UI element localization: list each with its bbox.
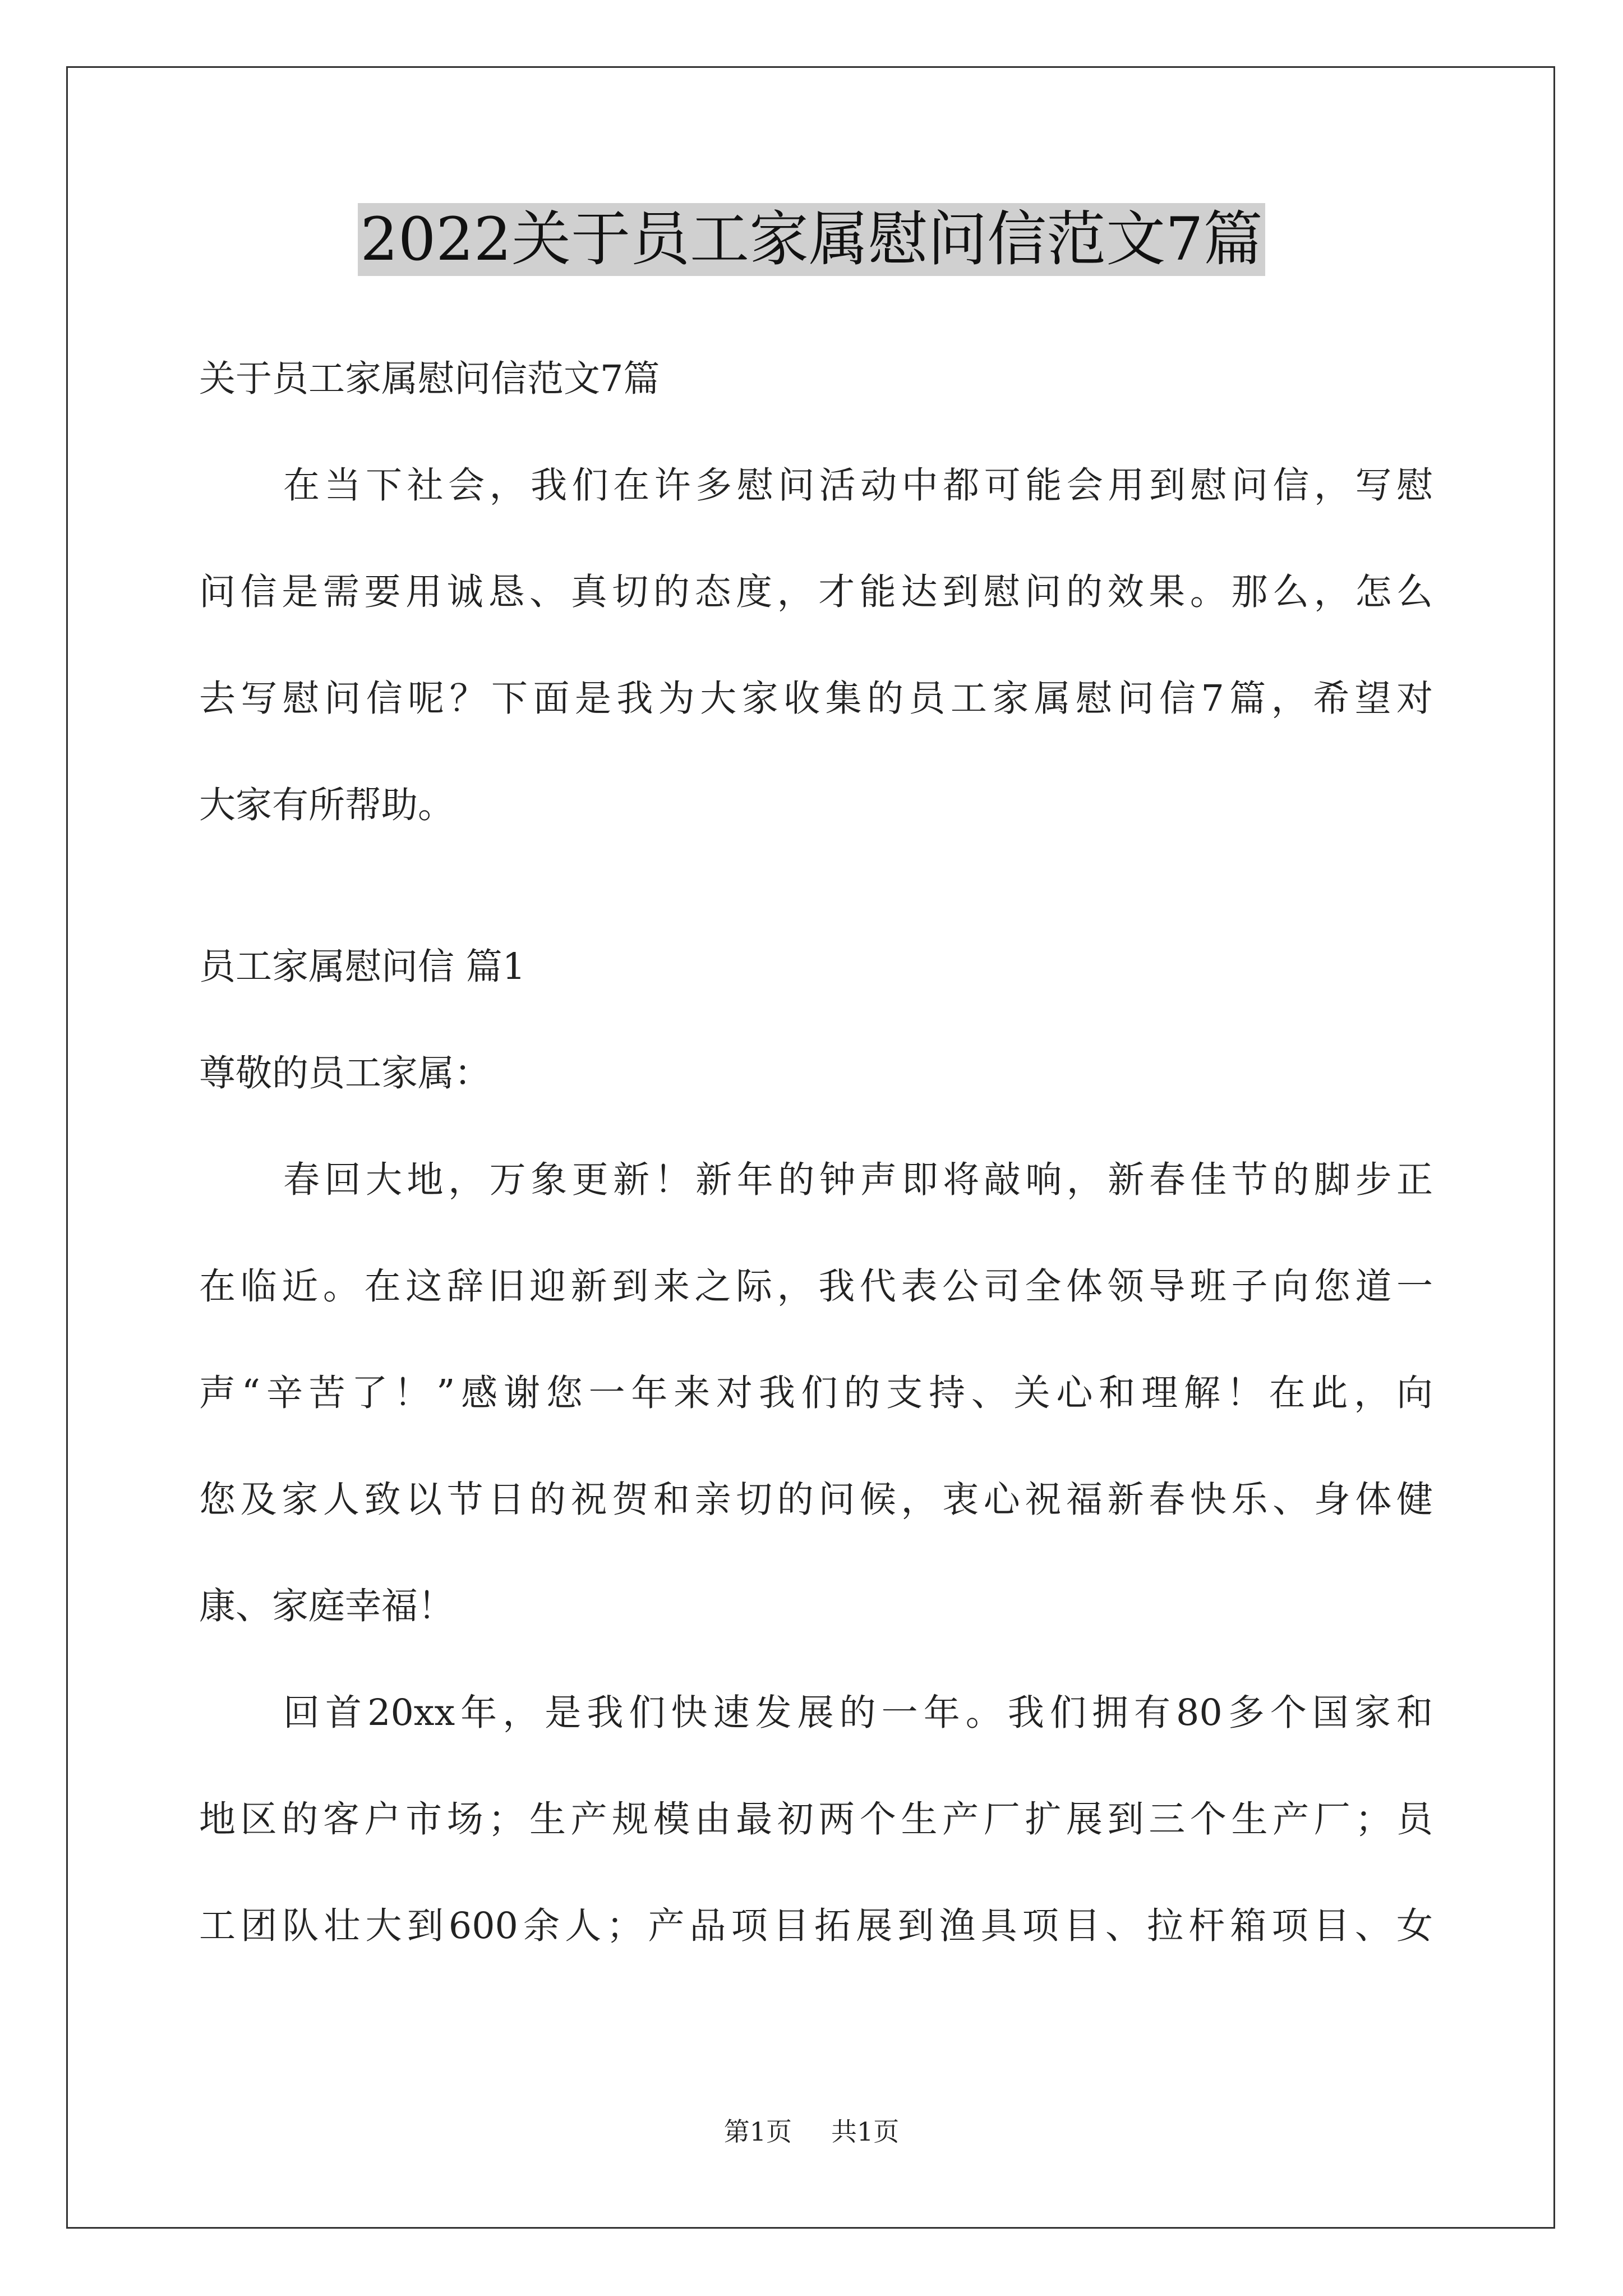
intro-line-3: 去写慰问信呢？下面是我为大家收集的员工家属慰问信7篇，希望对 — [199, 678, 1433, 720]
page-total: 共1页 — [831, 2116, 900, 2147]
page-footer — [0, 2115, 1623, 2148]
para1-line-3: 声“辛苦了！”感谢您一年来对我们的支持、关心和理解！在此，向 — [199, 1372, 1433, 1414]
para2-line-3: 工团队壮大到600余人；产品项目拓展到渔具项目、拉杆箱项目、女 — [199, 1905, 1433, 1947]
intro-line-4: 大家有所帮助。 — [199, 784, 455, 826]
para1-line-2: 在临近。在这辞旧迎新到来之际，我代表公司全体领导班子向您道一 — [199, 1266, 1433, 1308]
salutation: 尊敬的员工家属： — [199, 1052, 491, 1094]
document-subtitle: 关于员工家属慰问信范文7篇 — [199, 358, 660, 400]
section-heading: 员工家属慰问信 篇1 — [199, 946, 526, 988]
page-number: 第1页 — [723, 2116, 792, 2147]
intro-line-2: 问信是需要用诚恳、真切的态度，才能达到慰问的效果。那么，怎么 — [199, 571, 1433, 613]
para1-line-4: 您及家人致以节日的祝贺和亲切的问候，衷心祝福新春快乐、身体健 — [199, 1479, 1433, 1521]
document-title: 2022关于员工家属慰问信范文7篇 — [358, 203, 1265, 276]
para2-line-1: 回首20xx年，是我们快速发展的一年。我们拥有80多个国家和 — [283, 1692, 1433, 1734]
para1-line-5: 康、家庭幸福！ — [199, 1585, 455, 1627]
para1-line-1: 春回大地，万象更新！新年的钟声即将敲响，新春佳节的脚步正 — [283, 1159, 1433, 1201]
title-container — [0, 203, 1623, 276]
intro-line-1: 在当下社会，我们在许多慰问活动中都可能会用到慰问信，写慰 — [283, 464, 1433, 507]
para2-line-2: 地区的客户市场；生产规模由最初两个生产厂扩展到三个生产厂；员 — [199, 1798, 1433, 1841]
